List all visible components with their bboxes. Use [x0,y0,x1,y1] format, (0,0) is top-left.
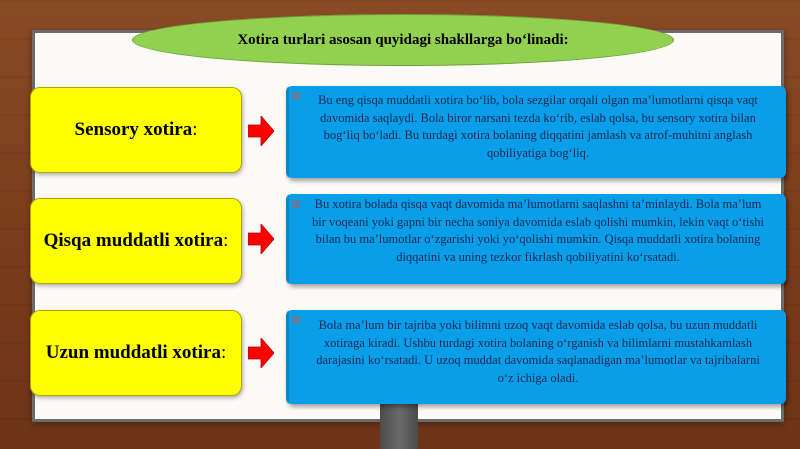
label-text: Uzun muddatli xotira [45,342,221,363]
label-text: Qisqa muddatli xotira [43,230,224,251]
note-short-term-memory [286,194,786,284]
note-text: Bola ma’lum bir tajriba yoki bilimni uzoq vaqt davomida eslab qolsa, bu uzun muddatli xotiraga kiradi. Ushbu turdagi xotira bolaning o‘rganish va bilimlarni mustahkamlash darajasini ko‘rsatadi. U uzoq muddat davomida saqlanadigan ma’lumotlar va tajribalarni o‘z ichiga oladi. [316,318,760,385]
right-arrow-icon [248,224,274,254]
board-stand [380,398,418,449]
label-long-term-memory: Uzun muddatli xotira: [30,310,242,396]
title-oval [132,14,674,66]
slide-title: Xotira turlari asosan quyidagi shakllarga bo‘linadi: [237,31,569,48]
right-arrow-icon [248,338,274,368]
note-sensory-memory [286,86,786,178]
right-arrow-icon [248,116,274,146]
label-short-term-memory: Qisqa muddatli xotira: [30,198,242,284]
note-text: Bu xotira bolada qisqa vaqt davomida ma’lumotlarni saqlashni ta’minlaydi. Bola ma’lum bir voqeani yoki gapni bir necha soniya davomida eslab qolishi mumkin, lekin vaqt o‘tishi bilan bu ma’lumotlar o‘zgarishi yoki yo‘qolishi mumkin. Qisqa muddatli xotira bolaning diqqatini va uning tezkor fikrlash qobiliyatini ko‘rsatadi. [311,197,764,264]
note-text: Bu eng qisqa muddatli xotira bo‘lib, bola sezgilar orqali olgan ma’lumotlarni qisqa vaqt davomida saqlaydi. Bola biror narsani tezda ko‘rib, eslab qolsa, bu sensory xotira bilan bog‘liq bo‘ladi. Bu turdagi xotira bolaning diqqatini jamlash va atrof-muhitni anglash qobiliyatiga bog‘liq. [318,93,758,160]
note-long-term-memory [286,310,786,404]
label-text: Sensory xotira [74,119,193,140]
label-sensory-memory: Sensory xotira: [30,87,242,173]
